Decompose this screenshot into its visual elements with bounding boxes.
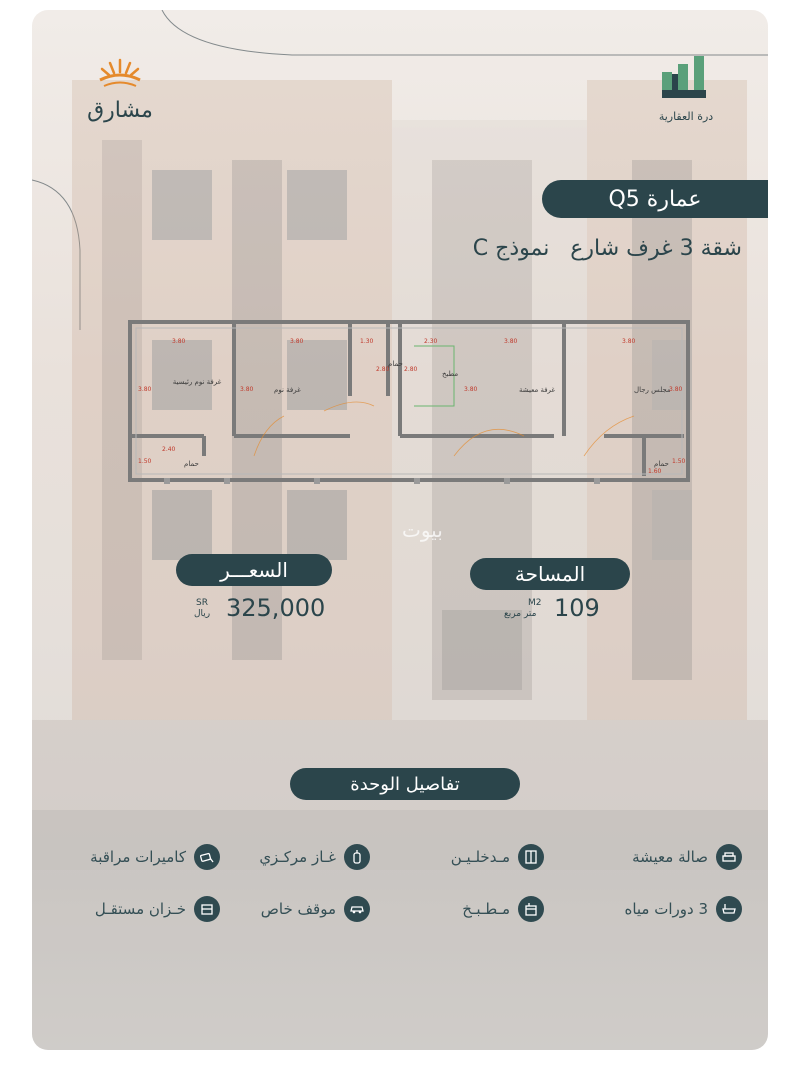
feature-label: موقف خاص	[260, 900, 336, 918]
building-background	[32, 10, 768, 1050]
price-value: 325,000	[226, 594, 326, 622]
price-currency-ar: ريال	[194, 609, 211, 619]
building-title-text: عمارة Q5	[608, 186, 702, 212]
room-bathroom-left: حمام	[184, 460, 199, 468]
mashariq-name: مشارق	[87, 98, 153, 123]
durra-name: درة العقارية	[658, 110, 714, 123]
dim-label: 1.50	[672, 458, 686, 465]
room-living: غرفة معيشة	[519, 386, 556, 394]
room-bathroom-small: حمام	[388, 360, 403, 368]
room-bedroom: غرفة نوم	[274, 386, 301, 394]
dim-label: 3.80	[240, 386, 254, 393]
feature-label: غـاز مركـزي	[259, 848, 336, 866]
price-label	[176, 554, 332, 586]
unit-subtitle: شقة 3 غرف شارع نموذج C	[472, 236, 742, 261]
area-label	[470, 558, 630, 590]
water-tank-icon	[194, 896, 220, 922]
area-block	[504, 594, 624, 634]
property-flyer	[32, 10, 768, 1050]
dim-label: 3.80	[669, 386, 683, 393]
dim-label: 2.30	[424, 338, 438, 345]
room-master-bedroom: غرفة نوم رئيسية	[172, 378, 222, 386]
feature-label: 3 دورات مياه	[624, 900, 708, 918]
area-label-text: المساحة	[514, 562, 586, 586]
area-value: 109	[554, 594, 600, 622]
dim-label: 2.80	[404, 366, 418, 373]
durra-logo	[646, 50, 726, 130]
dim-label: 2.80	[376, 366, 390, 373]
gas-cylinder-icon	[344, 844, 370, 870]
dim-label: 3.80	[172, 338, 186, 345]
details-title-text: تفاصيل الوحدة	[350, 773, 460, 795]
bayut-watermark: بيوت	[402, 518, 443, 542]
dim-label: 3.80	[290, 338, 304, 345]
dim-label: 3.80	[464, 386, 478, 393]
room-kitchen: مطبخ	[442, 370, 459, 378]
floor-plan-walls	[124, 316, 694, 486]
price-block	[192, 594, 342, 634]
feature-label: مـطـبـخ	[462, 900, 510, 918]
dim-label: 3.80	[504, 338, 518, 345]
feature-parking	[261, 896, 370, 922]
door-icon	[518, 844, 544, 870]
sofa-icon	[716, 844, 742, 870]
feature-kitchen	[462, 896, 544, 922]
feature-central-gas	[259, 844, 370, 870]
floor-plan	[124, 316, 694, 486]
sun-icon	[80, 56, 160, 92]
dim-label: 1.60	[648, 468, 662, 475]
feature-label: خـزان مستقـل	[94, 900, 186, 918]
building-title	[542, 180, 768, 218]
kitchen-icon	[518, 896, 544, 922]
feature-entrances	[451, 844, 544, 870]
dim-label: 1.30	[360, 338, 374, 345]
details-title	[290, 768, 520, 800]
bathtub-icon	[716, 896, 742, 922]
feature-water-tank	[95, 896, 220, 922]
price-label-text: السعـــر	[220, 558, 288, 582]
feature-label: صالة معيشة	[632, 848, 708, 866]
dim-label: 1.50	[138, 458, 152, 465]
mashariq-logo	[80, 56, 160, 126]
feature-label: كاميرات مراقبة	[90, 848, 186, 866]
area-unit-ar: متر مربع	[504, 609, 537, 619]
durra-mark-icon	[656, 50, 716, 104]
dim-label: 3.80	[622, 338, 636, 345]
car-icon	[344, 896, 370, 922]
camera-icon	[194, 844, 220, 870]
feature-label: مـدخلـيـن	[450, 848, 510, 866]
feature-cameras	[90, 844, 220, 870]
dim-label: 2.40	[162, 446, 176, 453]
room-majlis: مجلس رجال	[634, 386, 671, 394]
dim-label: 3.80	[138, 386, 152, 393]
price-currency-en: SR	[196, 598, 208, 608]
feature-bathrooms	[624, 896, 742, 922]
room-bathroom-right: حمام	[654, 460, 669, 468]
feature-living-room	[632, 844, 742, 870]
area-unit-en: M2	[528, 598, 542, 608]
